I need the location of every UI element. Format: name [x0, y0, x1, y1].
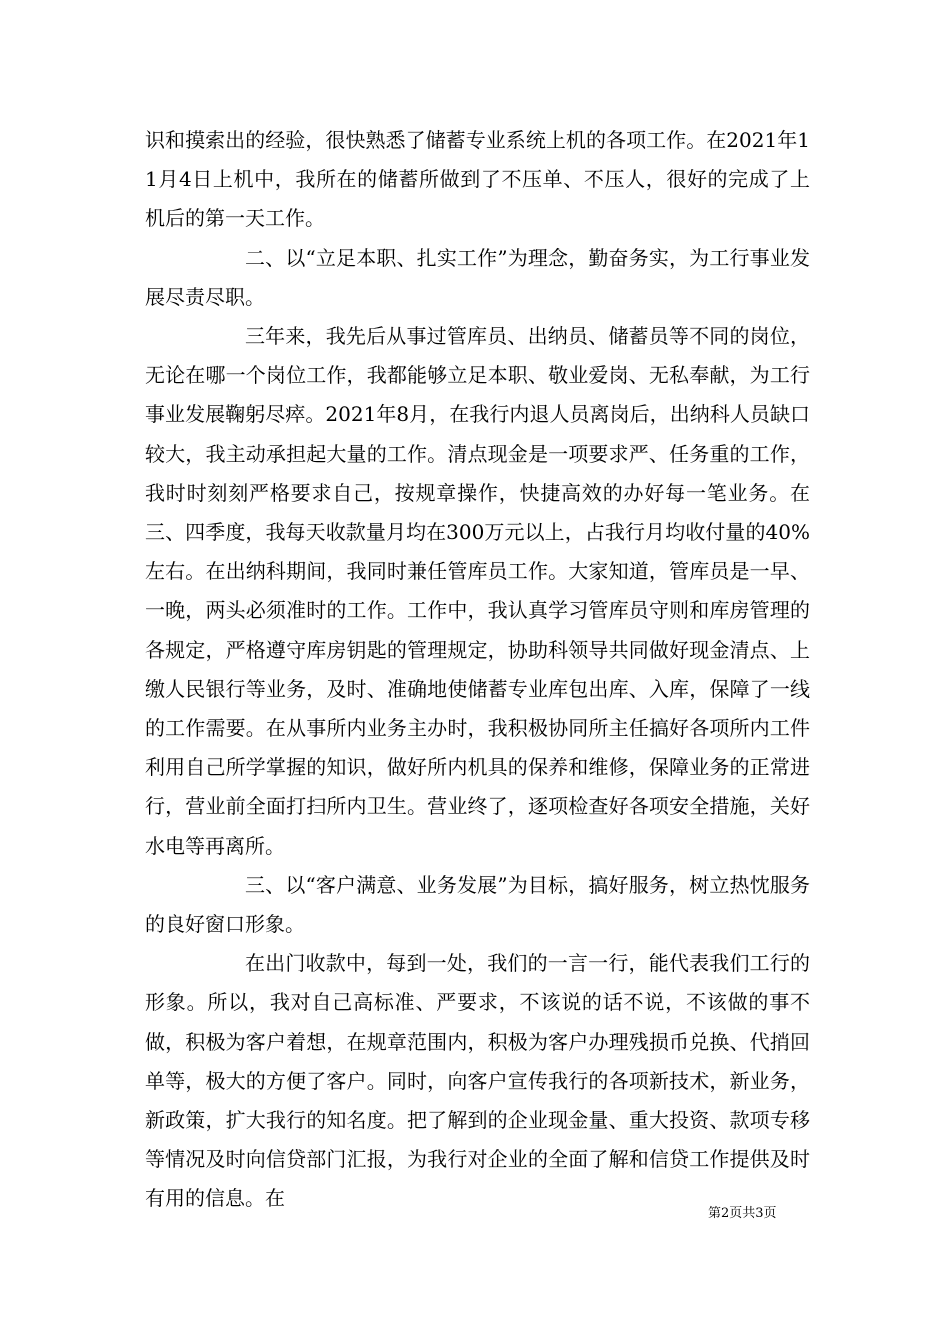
- page-number-footer: 第2页共3页: [708, 1206, 777, 1221]
- paragraph-3: 三年来，我先后从事过管库员、出纳员、储蓄员等不同的岗位，无论在哪一个岗位工作，我都能够立足本职、敬业爱岗、无私奉献，为工行事业发展鞠躬尽瘁。2021年8月，在我行内退人员离岗后，出纳科人员缺口较大，我主动承担起大量的工作。清点现金是一项要求严、任务重的工作，我时时刻刻严格要求自己，按规章操作，快捷高效的办好每一笔业务。在三、四季度，我每天收款量月均在300万元以上，占我行月均收付量的40%左右。在出纳科期间，我同时兼任管库员工作。大家知道，管库员是一早、一晚，两头必须准时的工作。工作中，我认真学习管库员守则和库房管理的各规定，严格遵守库房钥匙的管理规定，协助科领导共同做好现金清点、上缴人民银行等业务，及时、准确地使储蓄专业库包出库、入库，保障了一线的工作需要。在从事所内业务主办时，我积极协同所主任搞好各项所内工件利用自己所学掌握的知识，做好所内机具的保养和维修，保障业务的正常进行，营业前全面打扫所内卫生。营业终了，逐项检查好各项安全措施，关好水电等再离所。: [145, 324, 810, 858]
- paragraph-1: 识和摸索出的经验，很快熟悉了储蓄专业系统上机的各项工作。在2021年11月4日上机中，我所在的储蓄所做到了不压单、不压人，很好的完成了上机后的第一天工作。: [145, 128, 810, 231]
- paragraph-4-heading: 三、以“客户满意、业务发展”为目标，搞好服务，树立热忱服务的良好窗口形象。: [145, 872, 810, 937]
- paragraph-5: 在出门收款中，每到一处，我们的一言一行，能代表我们工行的形象。所以，我对自己高标准、严要求，不该说的话不说，不该做的事不做，积极为客户着想，在规章范围内，积极为客户办理残损币兑换、代捎回单等，极大的方便了客户。同时，向客户宣传我行的各项新技术，新业务，新政策，扩大我行的知名度。把了解到的企业现金量、重大投资、款项专移等情况及时向信贷部门汇报，为我行对企业的全面了解和信贷工作提供及时有用的信息。在: [145, 951, 810, 1211]
- paragraph-2-heading: 二、以“立足本职、扎实工作”为理念，勤奋务实，为工行事业发展尽责尽职。: [145, 245, 810, 309]
- body-text: [145, 121, 810, 1219]
